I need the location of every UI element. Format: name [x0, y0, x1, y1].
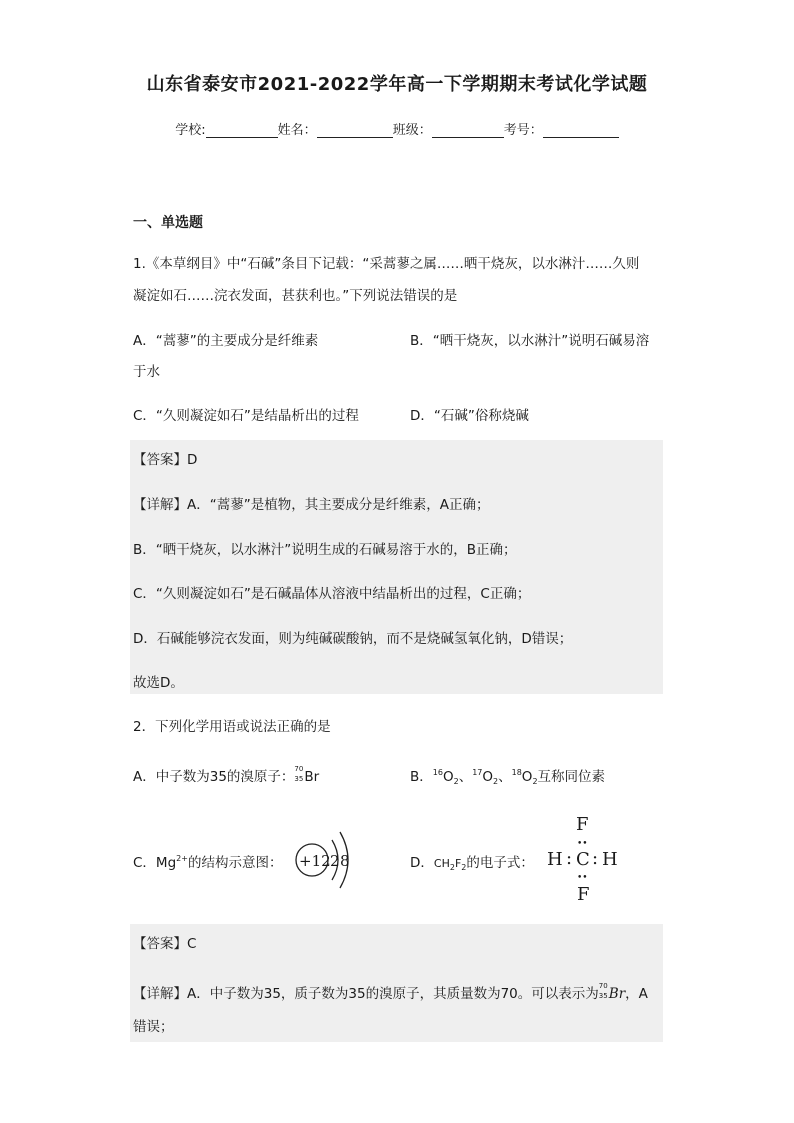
separator: 、	[458, 769, 473, 785]
q2-option-a-text: A．中子数为35的溴原子：	[133, 769, 295, 785]
ch2f2-electron-formula	[542, 810, 624, 906]
school-label: 学校:	[175, 123, 206, 138]
ed-right-h: H	[602, 849, 618, 870]
name-blank[interactable]	[317, 123, 393, 138]
q2-option-c-suffix: 的结构示意图：	[187, 855, 283, 871]
q2-detail-text: 【详解】A．中子数为35，质子数为35的溴原子，其质量数为70。可以表示为	[133, 986, 599, 1002]
q2-stem: 2．下列化学用语或说法正确的是	[133, 719, 331, 735]
shell-1-electrons: 2	[330, 852, 340, 870]
ed-top-f: F	[576, 814, 589, 835]
br-mass-number: 70	[294, 765, 304, 773]
detail-br-atomic: 35	[598, 992, 608, 1000]
q1-answer-box	[130, 440, 663, 694]
q1-conclusion: 故选D。	[133, 675, 184, 691]
q2-option-b-suffix: 互称同位素	[537, 769, 606, 785]
id-blank[interactable]	[543, 123, 619, 138]
ch2f2-sub2: 2	[461, 863, 467, 872]
q1-option-b-line1: B．“晒干烧灰，以水淋汁”说明石碱易溶	[410, 333, 650, 349]
q1-option-c: C．“久则凝淀如石”是结晶析出的过程	[133, 408, 359, 424]
o16-symbol: O	[442, 769, 454, 785]
br-symbol: Br	[304, 769, 320, 785]
ed-left-h: H	[547, 849, 563, 870]
q2-option-c	[133, 851, 282, 871]
q1-stem-line1: 1.《本草纲目》中“石碱”条目下记载：“采蒿蓼之属……晒干烧灰，以水淋汁……久则	[133, 256, 640, 272]
q1-detail-a: 【详解】A．“蒿蓼”是植物，其主要成分是纤维素，A正确；	[133, 497, 490, 513]
q2-option-d-prefix: D．	[410, 855, 434, 871]
class-label: 班级：	[392, 123, 432, 138]
ed-left-colon: :	[566, 848, 573, 869]
ed-bottom-f: F	[577, 884, 590, 905]
detail-br-symbol: Br	[608, 986, 626, 1002]
q2-option-c-prefix: C．Mg	[133, 855, 177, 871]
br-atomic-number: 35	[294, 775, 304, 783]
mg-ion-structure-diagram	[292, 826, 362, 892]
class-blank[interactable]	[432, 123, 504, 138]
shell-2-electrons: 8	[340, 852, 350, 870]
q2-detail-line2: 错误；	[133, 1019, 174, 1035]
name-label: 姓名：	[277, 123, 317, 138]
q2-option-b-prefix: B．	[410, 769, 433, 785]
ed-top-dots: ••	[577, 839, 588, 849]
q2-detail-line1	[133, 982, 648, 1002]
q1-option-d: D．“石碱”俗称烧碱	[410, 408, 529, 424]
q1-detail-b: B．“晒干烧灰，以水淋汁”说明生成的石碱易溶于水的，B正确；	[133, 542, 517, 558]
q2-option-d	[410, 851, 534, 872]
o16-mass: 16	[432, 768, 443, 777]
separator: 、	[498, 769, 512, 785]
ch2f2-f: F	[454, 857, 462, 870]
ed-right-colon: :	[592, 848, 599, 869]
student-info-line	[0, 119, 794, 138]
q1-option-b-line2: 于水	[133, 364, 160, 380]
section-title: 一、单选题	[133, 215, 203, 231]
o18-symbol: O	[521, 769, 533, 785]
q2-option-a	[133, 765, 319, 785]
o17-mass: 17	[472, 768, 483, 777]
q2-answer: 【答案】C	[133, 936, 197, 952]
detail-br-nuclide	[598, 982, 609, 1001]
q2-option-d-suffix: 的电子式：	[466, 855, 534, 871]
ch2f2-sub1: 2	[449, 863, 455, 872]
nucleus-charge: +12	[299, 852, 331, 870]
o16-sub: 2	[453, 777, 459, 786]
page-title: 山东省泰安市2021-2022学年高一下学期期末考试化学试题	[146, 74, 648, 95]
o17-sub: 2	[493, 777, 499, 786]
ed-bottom-dots: ••	[577, 873, 588, 883]
o17-symbol: O	[482, 769, 494, 785]
q1-stem-line2: 凝淀如石……浣衣发面，甚获利也。”下列说法错误的是	[133, 288, 458, 304]
school-blank[interactable]	[206, 123, 278, 138]
ch2f2-ch: CH	[433, 857, 450, 870]
mg-charge: 2+	[176, 854, 188, 863]
o18-mass: 18	[511, 768, 522, 777]
q1-option-a: A．“蒿蓼”的主要成分是纤维素	[133, 333, 319, 349]
detail-br-mass: 70	[598, 982, 608, 990]
o18-sub: 2	[532, 777, 538, 786]
ed-center-c: C	[576, 849, 590, 870]
q1-detail-d: D．石碱能够浣衣发面，则为纯碱碳酸钠，而不是烧碱氢氧化钠，D错误；	[133, 631, 573, 647]
q2-detail-suffix: ，A	[625, 986, 648, 1002]
q1-answer: 【答案】D	[133, 452, 198, 468]
q1-detail-c: C．“久则凝淀如石”是石碱晶体从溶液中结晶析出的过程，C正确；	[133, 586, 531, 602]
br-nuclide	[294, 765, 304, 784]
q2-option-b	[410, 765, 605, 786]
id-label: 考号：	[503, 123, 543, 138]
